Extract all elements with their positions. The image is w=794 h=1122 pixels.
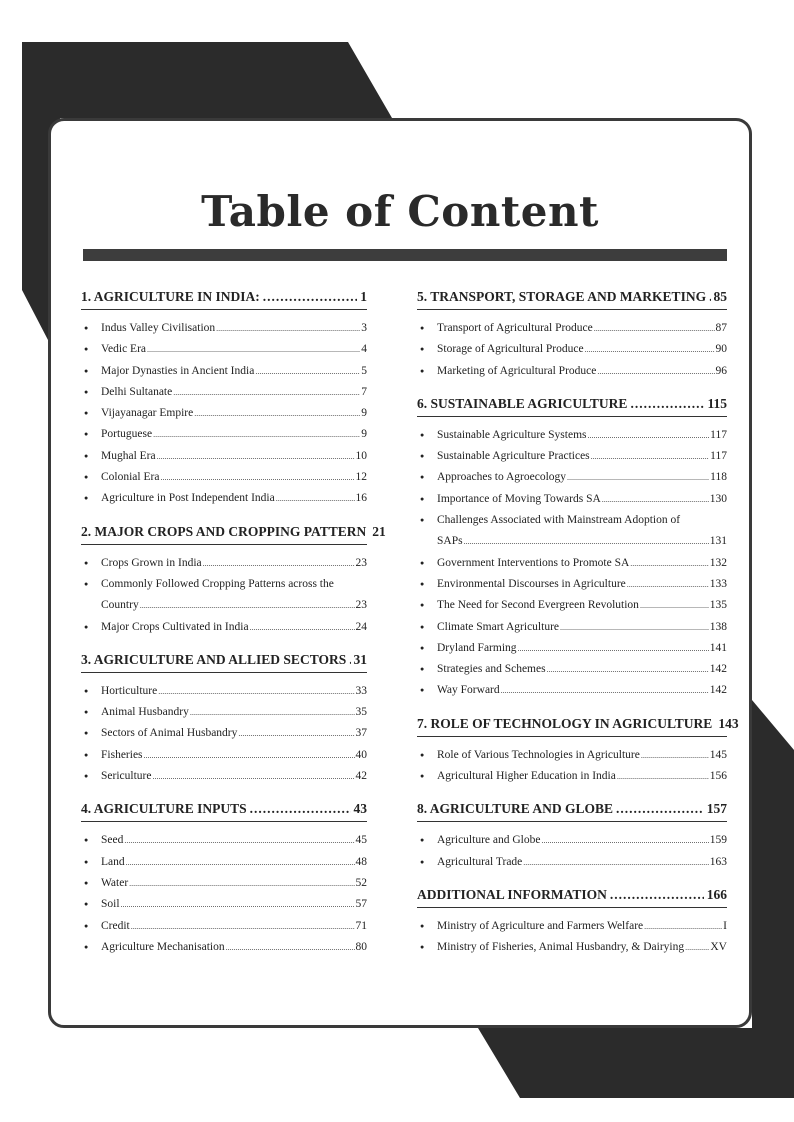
section-item-list (417, 425, 727, 702)
toc-entry[interactable] (417, 916, 727, 937)
entry-page-number: 10 (355, 449, 367, 462)
entry-row (437, 617, 727, 638)
toc-entry[interactable] (417, 766, 727, 787)
entry-page-number: 12 (355, 471, 367, 484)
leader-dots (263, 289, 357, 305)
entry-label: ● Way Forward (437, 684, 500, 697)
leader-dots (610, 887, 704, 903)
section-item-list (417, 916, 727, 959)
toc-entry[interactable] (417, 553, 727, 574)
entry-label: ● Environmental Discourses in Agriculture (437, 577, 626, 590)
entry-label: ● Colonial Era (101, 471, 160, 484)
entry-label: ● Sustainable Agriculture Systems (437, 428, 587, 441)
entry-row (437, 638, 727, 659)
entry-page-number: 156 (709, 770, 727, 783)
toc-entry[interactable] (81, 446, 367, 467)
entry-label: ● The Need for Second Evergreen Revolution (437, 599, 639, 612)
toc-entry[interactable] (81, 937, 367, 958)
entry-page-number: 45 (355, 834, 367, 847)
entry-label: ● Crops Grown in India (101, 556, 202, 569)
entry-label: ● Transport of Agricultural Produce (437, 322, 593, 334)
section-page-number: 31 (353, 651, 367, 667)
toc-entry[interactable] (417, 659, 727, 680)
entry-page-number: 135 (709, 599, 727, 612)
toc-entry[interactable] (81, 873, 367, 894)
toc-entry[interactable] (81, 574, 367, 617)
entry-row (437, 745, 727, 766)
toc-entry[interactable] (81, 830, 367, 851)
section-heading[interactable] (417, 801, 727, 822)
leader-dots (194, 403, 360, 424)
section-heading[interactable] (81, 289, 367, 310)
entry-label: ● Agriculture and Globe (437, 834, 541, 847)
toc-entry[interactable] (417, 638, 727, 659)
section-heading[interactable] (417, 715, 739, 737)
leader-dots (126, 852, 355, 873)
entry-row (101, 361, 367, 382)
leader-dots (644, 916, 722, 937)
section-title: 7. ROLE OF TECHNOLOGY IN AGRICULTURE (417, 715, 713, 731)
entry-label: ● Sericulture (101, 770, 152, 783)
toc-entry[interactable] (417, 361, 727, 382)
toc-section (417, 396, 727, 702)
entry-label-continued: SAPs (437, 535, 463, 548)
leader-dots (144, 745, 355, 766)
leader-dots (216, 318, 360, 339)
entry-label: ● Sectors of Animal Husbandry (101, 727, 238, 740)
entry-page-number: 33 (355, 684, 367, 697)
section-page-number: 21 (372, 523, 386, 539)
leader-dots (567, 467, 709, 488)
toc-entry[interactable] (81, 894, 367, 915)
title-underline-bar (83, 249, 727, 261)
entry-page-number: 159 (709, 834, 727, 847)
entry-page-number: 96 (715, 364, 727, 377)
section-heading[interactable] (417, 289, 727, 310)
entry-page-number: 130 (709, 492, 727, 505)
entry-label: ● Agricultural Higher Education in India (437, 770, 616, 783)
section-title: 8. AGRICULTURE AND GLOBE (417, 801, 614, 817)
entry-page-number: 16 (355, 492, 367, 505)
leader-dots (685, 937, 709, 958)
leader-dots (129, 873, 354, 894)
leader-dots (124, 830, 354, 851)
toc-section (81, 523, 386, 638)
toc-entry[interactable] (417, 617, 727, 638)
leader-dots (641, 745, 709, 766)
toc-entry[interactable] (417, 489, 727, 510)
toc-entry[interactable] (417, 467, 727, 488)
entry-row (101, 937, 367, 958)
entry-row (437, 852, 727, 873)
toc-entry[interactable] (81, 361, 367, 382)
section-item-list (81, 830, 367, 958)
section-title: 2. MAJOR CROPS AND CROPPING PATTERN (81, 523, 367, 539)
entry-row (437, 680, 727, 701)
toc-card (48, 118, 752, 1028)
entry-label: ● Fisheries (101, 748, 143, 761)
leader-dots (594, 318, 715, 339)
toc-section (417, 289, 727, 382)
entry-row (101, 553, 367, 574)
entry-label: ● Land (101, 855, 125, 868)
leader-dots (627, 574, 709, 595)
entry-row (437, 446, 727, 467)
entry-page-number: 40 (355, 748, 367, 761)
entry-page-number: 24 (355, 620, 367, 633)
entry-row (437, 766, 727, 787)
entry-label: ● Vijayanagar Empire (101, 407, 194, 420)
entry-row (101, 617, 367, 638)
entry-label: ● Marketing of Agricultural Produce (437, 364, 597, 377)
entry-row (101, 488, 367, 509)
entry-page-number: 42 (355, 770, 367, 783)
entry-page-number: 145 (709, 748, 727, 761)
toc-entry[interactable] (81, 617, 367, 638)
entry-page-number: 142 (709, 684, 727, 697)
toc-section (417, 887, 727, 959)
left-column (81, 289, 386, 972)
entry-page-number: 71 (355, 919, 367, 932)
entry-row (101, 339, 367, 360)
entry-row (437, 467, 727, 488)
entry-row (437, 361, 727, 382)
toc-section (81, 289, 367, 510)
entry-label: ● Agriculture in Post Independent India (101, 492, 275, 505)
toc-entry[interactable] (81, 852, 367, 873)
entry-label: ● Major Dynasties in Ancient India (101, 364, 255, 377)
section-page-number: 143 (718, 715, 739, 731)
toc-entry[interactable] (81, 745, 367, 766)
section-title: 3. AGRICULTURE AND ALLIED SECTORS (81, 651, 347, 667)
leader-dots (501, 680, 709, 701)
leader-dots (255, 361, 360, 382)
toc-entry[interactable] (81, 702, 367, 723)
leader-dots (640, 595, 709, 616)
entry-label: ● Climate Smart Agriculture (437, 620, 560, 633)
entry-row (437, 830, 727, 851)
leader-dots (597, 361, 714, 382)
toc-section (81, 652, 367, 787)
entry-row (437, 595, 727, 616)
toc-entry[interactable] (417, 852, 727, 873)
entry-label: ● Storage of Agricultural Produce (437, 343, 584, 356)
leader-dots (276, 488, 355, 509)
entry-page-number: 132 (709, 556, 727, 569)
leader-dots (349, 652, 350, 668)
entry-label: ● Horticulture (101, 684, 158, 697)
entry-label: ● Ministry of Agriculture and Farmers Welfare (437, 919, 644, 932)
entry-row (101, 424, 367, 445)
entry-row (101, 318, 367, 339)
entry-page-number: 23 (355, 556, 367, 569)
section-heading[interactable] (81, 801, 367, 822)
leader-dots (121, 894, 355, 915)
entry-row (101, 766, 367, 787)
entry-page-number: I (723, 919, 727, 932)
section-page-number: 43 (353, 801, 367, 817)
leader-dots (226, 937, 355, 958)
toc-entry[interactable] (81, 681, 367, 702)
entry-label-continued: Country (101, 599, 139, 612)
entry-page-number: 35 (355, 706, 367, 719)
toc-entry[interactable] (81, 339, 367, 360)
toc-entry[interactable] (81, 553, 367, 574)
entry-label: ● Ministry of Fisheries, Animal Husbandry, & Dairying (437, 941, 685, 954)
section-heading[interactable] (417, 887, 727, 908)
entry-row (101, 894, 367, 915)
entry-page-number: 117 (710, 450, 727, 463)
entry-row (101, 403, 367, 424)
leader-dots (157, 446, 355, 467)
leader-dots (617, 766, 709, 787)
toc-entry[interactable] (417, 446, 727, 467)
toc-entry[interactable] (417, 318, 727, 339)
leader-dots (630, 396, 704, 412)
entry-label: ● Approaches to Agroecology (437, 471, 567, 484)
toc-entry[interactable] (417, 830, 727, 851)
section-title: 1. AGRICULTURE IN INDIA: (81, 289, 260, 304)
entry-row (101, 723, 367, 744)
entry-row (437, 937, 727, 958)
page-title: Table of Content (201, 187, 599, 236)
toc-entry[interactable] (417, 745, 727, 766)
entry-label: ● Major Crops Cultivated in India (101, 620, 249, 633)
entry-label: ● Indus Valley Civilisation (101, 322, 216, 334)
entry-row (101, 916, 367, 937)
entry-page-number: 80 (355, 940, 367, 953)
entry-label: ● Sustainable Agriculture Practices (437, 450, 590, 463)
leader-dots (630, 553, 708, 574)
entry-page-number: 57 (355, 898, 367, 911)
entry-page-number: 138 (709, 620, 727, 633)
toc-entry[interactable] (81, 723, 367, 744)
entry-page-number: 23 (355, 599, 367, 612)
toc-entry[interactable] (417, 339, 727, 360)
entry-label: ● Importance of Moving Towards SA (437, 492, 601, 505)
leader-dots (585, 339, 715, 360)
leader-dots (616, 801, 704, 817)
leader-dots (153, 424, 360, 445)
leader-dots (173, 382, 360, 403)
entry-label: ● Role of Various Technologies in Agriculture (437, 748, 640, 761)
toc-entry[interactable] (417, 510, 727, 553)
leader-dots (541, 830, 708, 851)
entry-row (101, 467, 367, 488)
leader-dots (591, 446, 710, 467)
entry-row (101, 382, 367, 403)
entry-page-number: 90 (715, 343, 727, 356)
entry-row (437, 318, 727, 339)
section-item-list (81, 318, 367, 510)
entry-page-number: 117 (710, 428, 727, 441)
leader-dots (560, 617, 709, 638)
entry-page-number: 131 (709, 535, 727, 548)
entry-row (101, 595, 367, 616)
leader-dots (190, 702, 355, 723)
section-heading[interactable] (81, 523, 386, 545)
entry-label: ● Agricultural Trade (437, 855, 523, 868)
leader-dots (203, 553, 355, 574)
entry-page-number: 52 (355, 876, 367, 889)
right-column (417, 289, 739, 973)
toc-section (417, 801, 727, 873)
leader-dots (547, 659, 709, 680)
entry-label: ● Commonly Followed Cropping Patterns across the (101, 577, 334, 590)
section-item-list (417, 830, 727, 873)
leader-dots (140, 595, 355, 616)
section-item-list (417, 745, 727, 788)
section-page-number: 157 (706, 801, 727, 817)
entry-page-number: 163 (709, 855, 727, 868)
section-item-list (81, 681, 367, 787)
entry-row (101, 446, 367, 467)
toc-entry[interactable] (417, 680, 727, 701)
entry-row (101, 745, 367, 766)
entry-row (437, 489, 727, 510)
toc-entry[interactable] (81, 382, 367, 403)
toc-entry[interactable] (81, 424, 367, 445)
leader-dots (602, 489, 709, 510)
entry-page-number: 9 (361, 407, 367, 420)
leader-dots (464, 531, 709, 552)
entry-row (437, 531, 727, 552)
toc-entry[interactable] (81, 467, 367, 488)
toc-entry[interactable] (81, 318, 367, 339)
entry-label: ● Animal Husbandry (101, 706, 189, 719)
entry-row (437, 553, 727, 574)
entry-label: ● Dryland Farming (437, 641, 517, 654)
leader-dots (160, 467, 354, 488)
entry-label: ● Challenges Associated with Mainstream Adoption of (437, 514, 681, 527)
section-item-list (81, 553, 367, 638)
entry-label: ● Credit (101, 919, 130, 932)
leader-dots (250, 801, 351, 817)
leader-dots (238, 723, 354, 744)
toc-entry[interactable] (417, 595, 727, 616)
entry-page-number: XV (710, 941, 727, 954)
entry-row (437, 659, 727, 680)
toc-entry[interactable] (81, 766, 367, 787)
section-heading[interactable] (81, 652, 367, 673)
section-item-list (417, 318, 727, 382)
leader-dots (131, 916, 355, 937)
entry-label: ● Mughal Era (101, 449, 156, 462)
entry-page-number: 5 (361, 364, 367, 377)
toc-entry[interactable] (81, 403, 367, 424)
entry-label: ● Delhi Sultanate (101, 385, 173, 398)
entry-row (437, 339, 727, 360)
entry-page-number: 141 (709, 641, 727, 654)
toc-entry[interactable] (417, 574, 727, 595)
leader-dots (250, 617, 355, 638)
leader-dots (147, 339, 360, 360)
section-page-number: 1 (360, 289, 367, 304)
entry-row (437, 574, 727, 595)
section-page-number: 85 (713, 289, 727, 304)
entry-label: ● Soil (101, 898, 120, 911)
entry-row (101, 852, 367, 873)
entry-row (101, 873, 367, 894)
section-title: 6. SUSTAINABLE AGRICULTURE (417, 395, 628, 411)
entry-page-number: 133 (709, 577, 727, 590)
entry-row (437, 425, 727, 446)
entry-label: ● Water (101, 876, 129, 889)
entry-label: ● Strategies and Schemes (437, 663, 546, 676)
entry-row (101, 830, 367, 851)
toc-entry[interactable] (417, 937, 727, 958)
section-heading[interactable] (417, 396, 727, 417)
entry-page-number: 7 (361, 385, 367, 398)
entry-page-number: 87 (715, 322, 727, 334)
entry-row (101, 681, 367, 702)
entry-page-number: 3 (361, 322, 367, 334)
entry-page-number: 4 (361, 343, 367, 356)
entry-label: ● Portuguese (101, 428, 153, 441)
entry-page-number: 118 (710, 471, 727, 484)
entry-page-number: 9 (361, 428, 367, 441)
toc-entry[interactable] (81, 916, 367, 937)
leader-dots (523, 852, 708, 873)
section-page-number: 115 (707, 395, 727, 411)
entry-page-number: 37 (355, 727, 367, 740)
leader-dots (709, 289, 710, 305)
section-title: 4. AGRICULTURE INPUTS (81, 801, 247, 817)
section-page-number: 166 (706, 886, 727, 902)
entry-label: ● Seed (101, 834, 124, 847)
entry-page-number: 48 (355, 855, 367, 868)
toc-section (81, 801, 367, 958)
toc-entry[interactable] (417, 425, 727, 446)
leader-dots (518, 638, 709, 659)
entry-label: ● Government Interventions to Promote SA (437, 556, 630, 569)
toc-section (417, 715, 739, 788)
entry-page-number: 142 (709, 663, 727, 676)
section-title: 5. TRANSPORT, STORAGE AND MARKETING (417, 289, 707, 304)
section-title: ADDITIONAL INFORMATION (417, 886, 607, 902)
entry-row (437, 916, 727, 937)
leader-dots (587, 425, 709, 446)
entry-label: ● Agriculture Mechanisation (101, 940, 225, 953)
toc-entry[interactable] (81, 488, 367, 509)
leader-dots (158, 681, 354, 702)
entry-label: ● Vedic Era (101, 343, 147, 356)
leader-dots (152, 766, 354, 787)
entry-row (101, 702, 367, 723)
